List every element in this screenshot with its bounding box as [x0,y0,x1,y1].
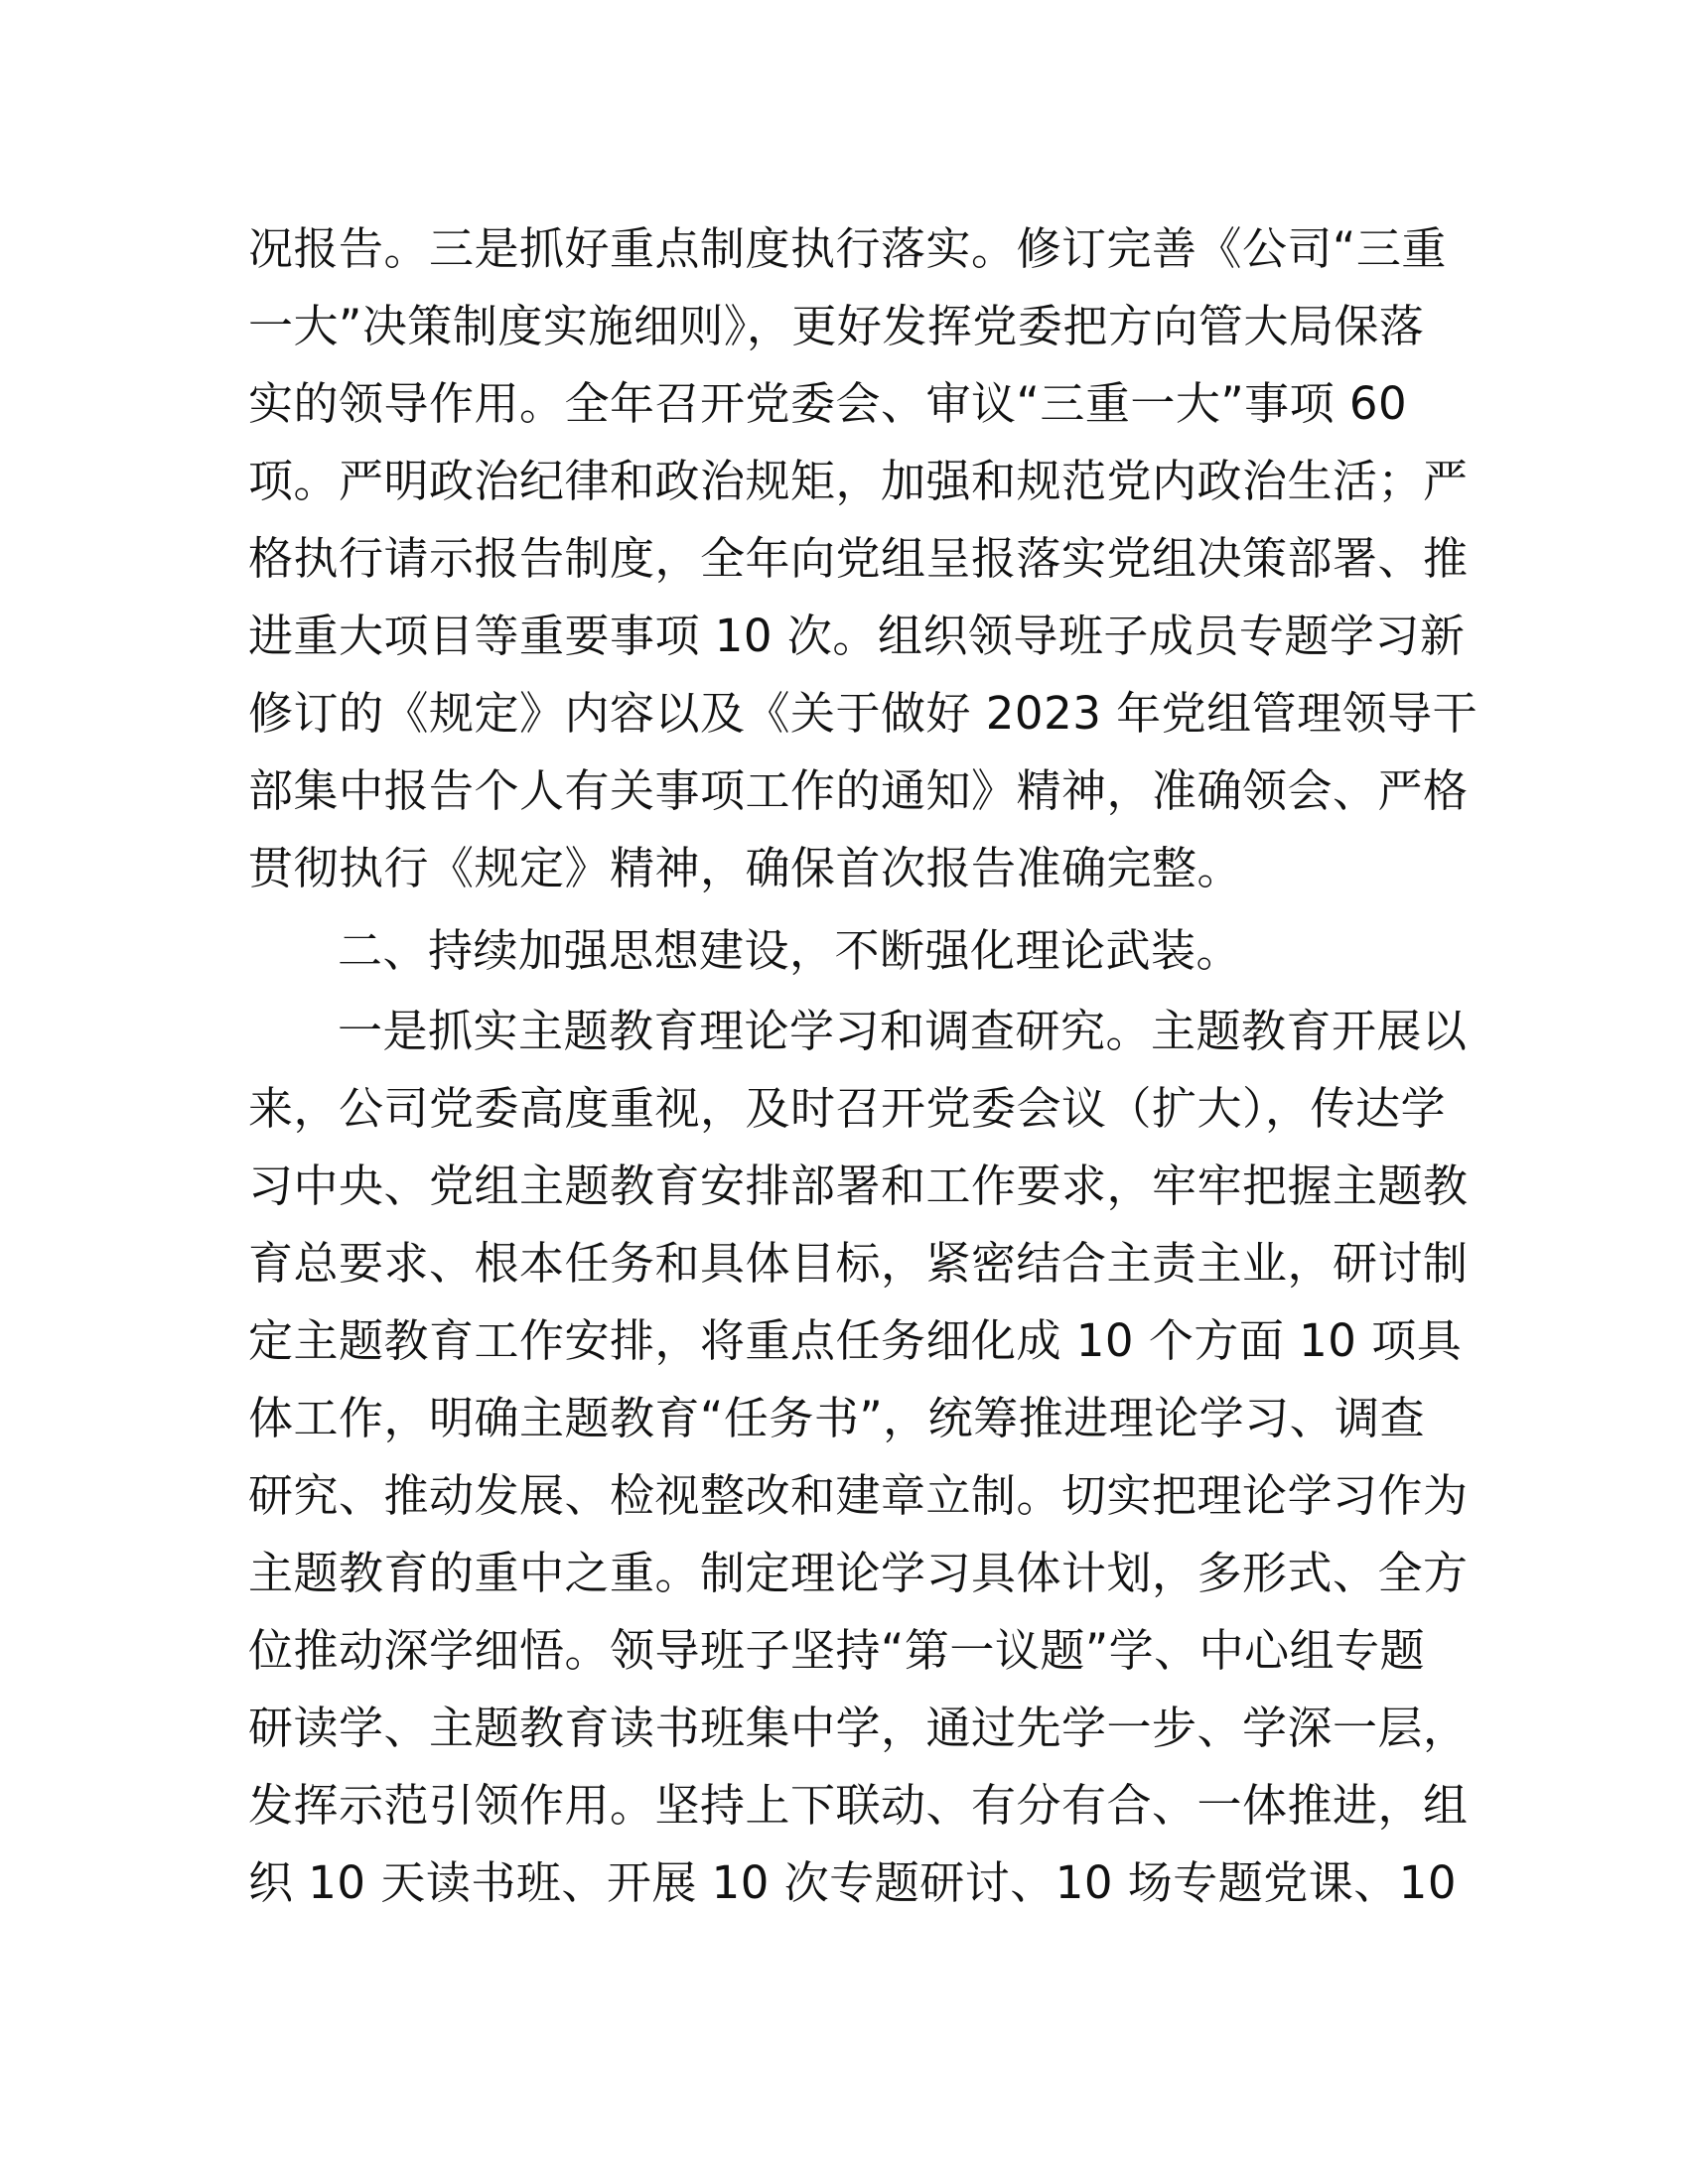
text-line: 育总要求、根本任务和具体目标，紧密结合主责主业，研讨制 [248,1237,1469,1290]
text-line: 实的领导作用。全年召开党委会、审议“三重一大”事项 60 [248,377,1408,430]
text-line: 项。严明政治纪律和政治规矩，加强和规范党内政治生活；严 [248,455,1469,507]
text-line: 发挥示范引领作用。坚持上下联动、有分有合、一体推进，组 [248,1779,1469,1832]
text-line: 主题教育的重中之重。制定理论学习具体计划，多形式、全方 [248,1547,1469,1599]
text-line: 织 10 天读书班、开展 10 次专题研讨、10 场专题党课、10 [248,1856,1458,1909]
paragraph-party-governance [248,210,1478,907]
text-line: 来，公司党委高度重视，及时召开党委会议（扩大），传达学 [248,1082,1447,1135]
text-line: 位推动深学细悟。领导班子坚持“第一议题”学、中心组专题 [248,1624,1426,1677]
text-line: 习中央、党组主题教育安排部署和工作要求，牢牢把握主题教 [248,1160,1469,1212]
text-line: 贯彻执行《规定》精神，确保首次报告准确完整。 [248,842,1243,894]
text-line: 定主题教育工作安排，将重点任务细化成 10 个方面 10 项具 [248,1314,1463,1367]
text-line: 进重大项目等重要事项 10 次。组织领导班子成员专题学习新 [248,610,1466,662]
text-line: 一大”决策制度实施细则》，更好发挥党委把方向管大局保落 [248,300,1425,352]
text-line: 修订的《规定》内容以及《关于做好 2023 年党组管理领导干 [248,687,1478,740]
text-line: 况报告。三是抓好重点制度执行落实。修订完善《公司“三重 [248,222,1447,275]
paragraph-theme-education [248,993,1469,1922]
text-line: 一是抓实主题教育理论学习和调查研究。主题教育开展以 [338,1005,1468,1057]
section-heading-text: 二、持续加强思想建设，不断强化理论武装。 [338,924,1242,977]
section-heading [248,912,1440,990]
text-line: 体工作，明确主题教育“任务书”，统筹推进理论学习、调查 [248,1392,1426,1444]
document-body [248,210,1478,1922]
text-line: 格执行请示报告制度，全年向党组呈报落实党组决策部署、推 [248,532,1469,585]
text-line: 部集中报告个人有关事项工作的通知》精神，准确领会、严格 [248,764,1469,817]
text-line: 研究、推动发展、检视整改和建章立制。切实把理论学习作为 [248,1469,1469,1522]
text-line: 研读学、主题教育读书班集中学，通过先学一步、学深一层， [248,1702,1469,1754]
